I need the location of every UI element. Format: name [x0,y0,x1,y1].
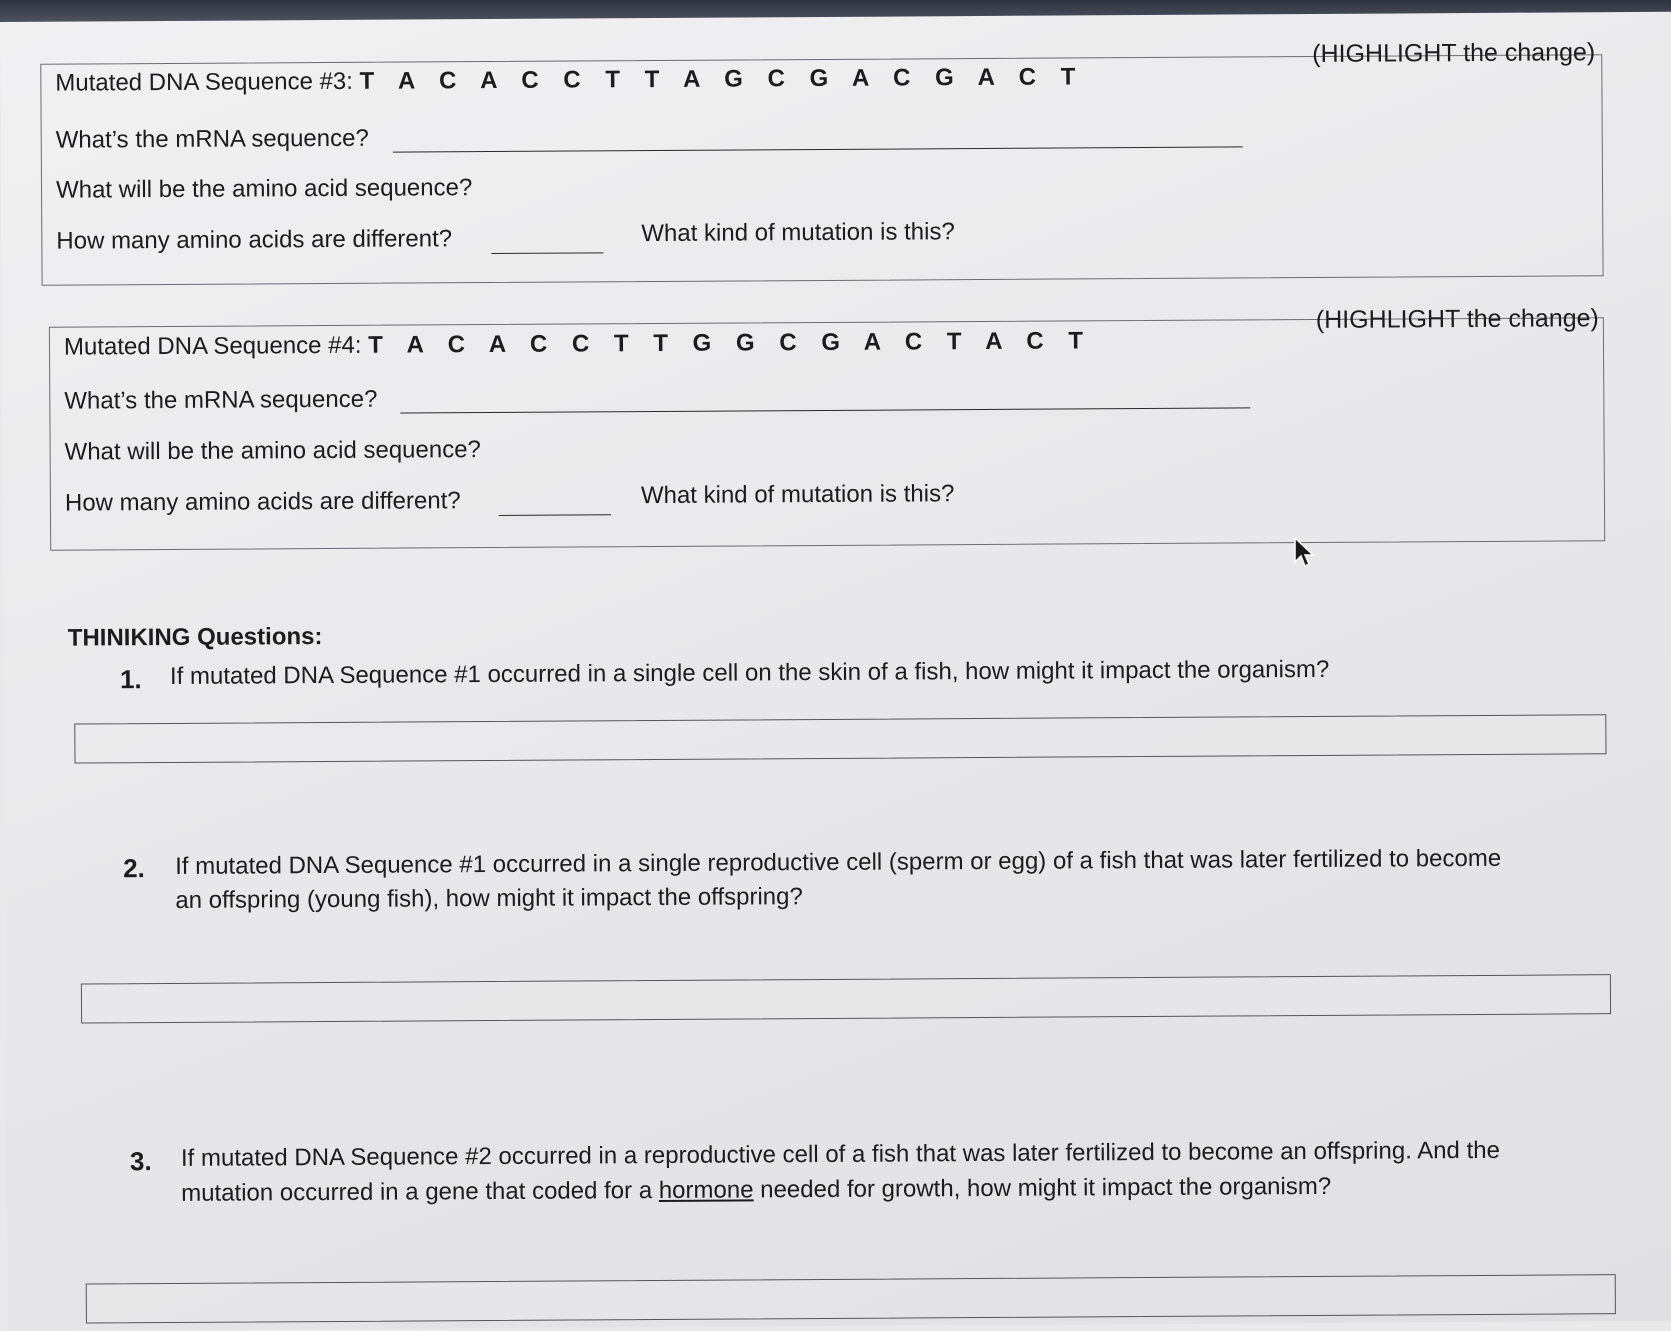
question-2-text-line2: an offspring (young fish), how might it impact the offspring? [175,883,803,914]
mouse-pointer-icon [1293,536,1315,570]
sequence-3-amino-question: What will be the amino acid sequence? [55,174,473,204]
question-1-text: If mutated DNA Sequence #1 occurred in a single cell on the skin of a fish, how might it impact the organism? [169,655,1330,690]
question-1-answer-box[interactable] [74,714,1606,763]
sequence-3-kind-question: What kind of mutation is this? [641,218,955,248]
question-2-answer-box[interactable] [81,974,1611,1023]
question-2-text-line1: If mutated DNA Sequence #1 occurred in a single reproductive cell (sperm or egg) of a fish that was later fertilized to become [175,844,1502,880]
sequence-4-bases: T A C A C C T T G G C G A C T A C T [368,327,1093,359]
sequence-4-label: Mutated DNA Sequence #4: T A C A C C T T G G C G A C T A C T [63,327,1093,361]
sequence-4-amino-question: What will be the amino acid sequence? [64,436,481,466]
question-2-number: 2. [123,853,145,884]
question-3-text-line2: mutation occurred in a gene that coded for a hormone needed for growth, how might it impact the organism? [181,1172,1332,1207]
question-3-number: 3. [129,1146,152,1177]
question-3-text-line1: If mutated DNA Sequence #2 occurred in a reproductive cell of a fish that was later fertilized to become an offspring. And the [180,1136,1500,1172]
worksheet-page [0,12,1671,1331]
sequence-4-kind-question: What kind of mutation is this? [640,480,955,510]
question-3-answer-box[interactable] [86,1274,1616,1323]
sequence-3-highlight-note: (HIGHLIGHT the change) [1312,38,1596,68]
thinking-heading: THINIKING Questions: [67,623,323,652]
sequence-4-mrna-question: What’s the mRNA sequence? [64,385,378,415]
sequence-3-bases: T A C A C C T T A G C G A C G A C T [359,63,1085,95]
question-1-number: 1. [119,664,142,695]
sequence-4-count-question: How many amino acids are different? [64,487,461,517]
sequence-4-highlight-note: (HIGHLIGHT the change) [1315,304,1599,334]
sequence-3-count-question: How many amino acids are different? [56,225,453,255]
hormone-underlined: hormone [658,1176,754,1204]
sequence-3-mrna-question: What’s the mRNA sequence? [55,124,369,154]
sequence-3-label: Mutated DNA Sequence #3: T A C A C C T T A G C G A C G A C T [55,63,1085,97]
